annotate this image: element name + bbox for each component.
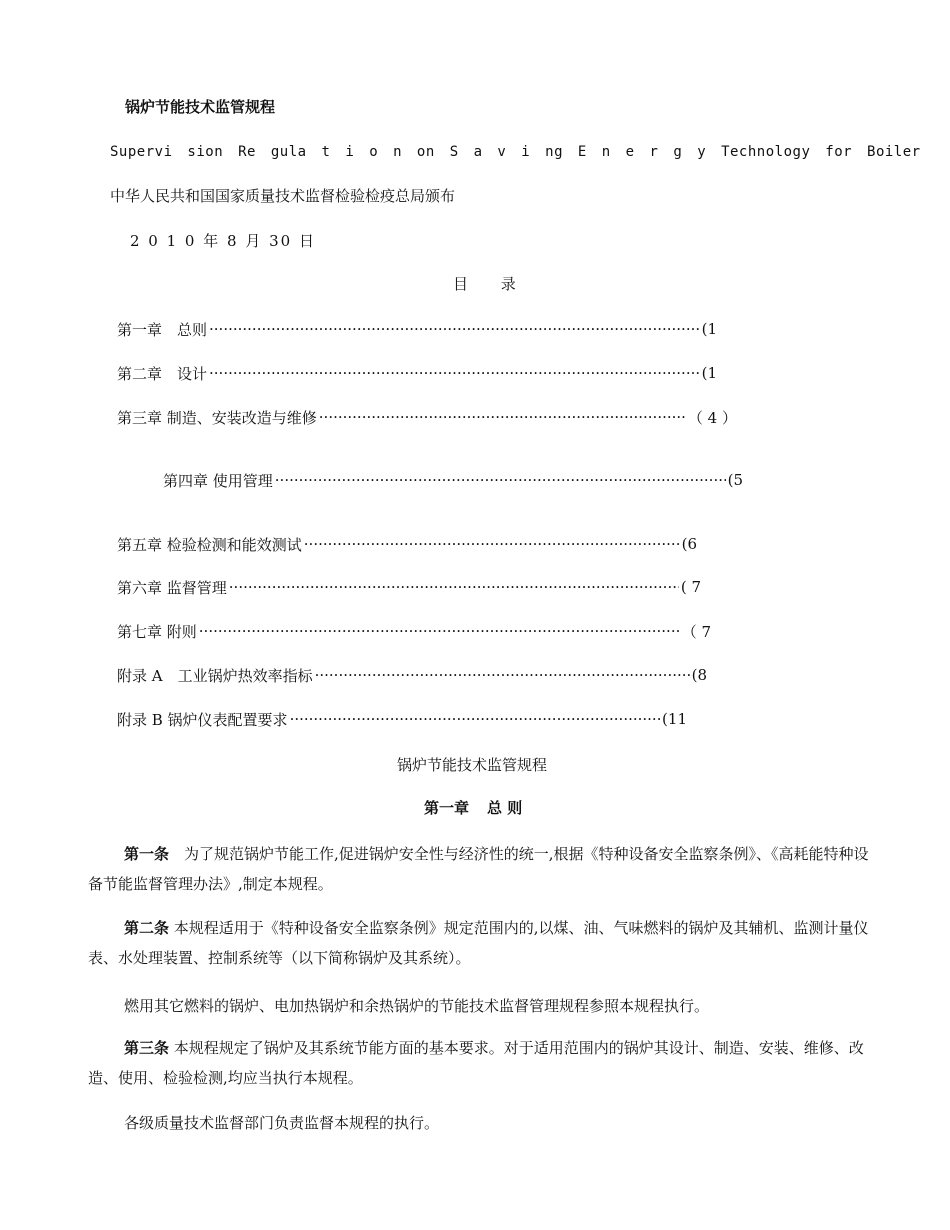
toc-item-page: (6 (681, 535, 697, 553)
toc-item-label: 第三章 制造、安装改造与维修 (117, 408, 317, 427)
toc-item-label: 第四章 使用管理 (163, 471, 273, 490)
article-3-supplement: 各级质量技术监督部门负责监督本规程的执行。 (124, 1114, 440, 1132)
toc-leader (315, 666, 690, 684)
chapter-name: 总 则 (487, 799, 523, 817)
toc-item-chapter-4[interactable] (163, 470, 743, 490)
toc-item-chapter-1[interactable] (117, 319, 717, 339)
body-title: 锅炉节能技术监管规程 (397, 756, 548, 774)
toc-item-chapter-5[interactable] (117, 534, 697, 554)
toc-item-page: (1 (701, 320, 717, 338)
article-2-supplement: 燃用其它燃料的锅炉、电加热锅炉和余热锅炉的节能技术监督管理规程参照本规程执行。 (124, 997, 710, 1015)
toc-leader (209, 364, 700, 382)
article-2 (88, 913, 878, 973)
toc-item-label: 第二章 设计 (117, 364, 208, 383)
english-title: Supervi sion Re gula t i o n on S a v i ng E n e r g y Technology for Boiler (110, 144, 921, 160)
toc-item-page: （ 7 (681, 622, 711, 641)
toc-item-page: ( 7 (680, 578, 701, 596)
toc-leader (319, 408, 686, 426)
article-label: 第一条 (124, 845, 170, 863)
issue-date: 2 0 1 0 年 8 月 30 日 (130, 232, 316, 250)
article-text: 本规程规定了锅炉及其系统节能方面的基本要求。对于适用范围内的锅炉其设计、制造、安装、维修、改造、使用、检验检测,均应当执行本规程。 (88, 1039, 864, 1087)
article-label: 第二条 (124, 919, 170, 937)
issuing-authority: 中华人民共和国国家质量技术监督检验检疫总局颁布 (110, 187, 456, 205)
toc-item-page: (8 (691, 666, 707, 684)
toc-item-label: 第七章 附则 (117, 622, 197, 641)
article-3 (88, 1033, 878, 1093)
toc-leader (229, 578, 679, 596)
toc-leader (290, 710, 660, 728)
toc-leader (209, 320, 700, 338)
document-title: 锅炉节能技术监管规程 (125, 98, 276, 116)
article-1 (88, 839, 878, 899)
chapter-heading (424, 798, 522, 818)
toc-item-label: 附录 A 工业锅炉热效率指标 (117, 666, 313, 685)
toc-item-label: 第五章 检验检测和能效测试 (117, 535, 302, 554)
toc-item-label: 第一章 总则 (117, 320, 208, 339)
toc-item-chapter-2[interactable] (117, 363, 717, 383)
toc-item-chapter-3[interactable] (117, 407, 737, 427)
toc-item-page: (1 (701, 364, 717, 382)
toc-leader (304, 535, 680, 553)
chapter-number: 第一章 (424, 799, 470, 817)
toc-item-appendix-b[interactable] (117, 709, 687, 729)
toc-item-label: 第六章 监督管理 (117, 578, 227, 597)
toc-item-chapter-6[interactable] (117, 577, 701, 597)
toc-heading: 目 录 (453, 275, 530, 293)
toc-item-chapter-7[interactable] (117, 621, 711, 641)
toc-item-appendix-a[interactable] (117, 665, 707, 685)
toc-leader (275, 471, 726, 489)
toc-item-page: (11 (662, 710, 687, 728)
toc-item-label: 附录 B 锅炉仪表配置要求 (117, 710, 288, 729)
article-label: 第三条 (124, 1039, 170, 1057)
article-text: 为了规范锅炉节能工作,促进锅炉安全性与经济性的统一,根据《特种设备安全监察条例》、《高耗能特种设备节能监督管理办法》,制定本规程。 (88, 845, 869, 893)
toc-item-page: （ 4 ） (687, 408, 737, 427)
article-text: 本规程适用于《特种设备安全监察条例》规定范围内的,以煤、油、气味燃料的锅炉及其辅机、监测计量仪表、水处理装置、控制系统等（以下简称锅炉及其系统）。 (88, 919, 869, 967)
toc-item-page: (5 (727, 471, 743, 489)
toc-leader (199, 622, 680, 640)
